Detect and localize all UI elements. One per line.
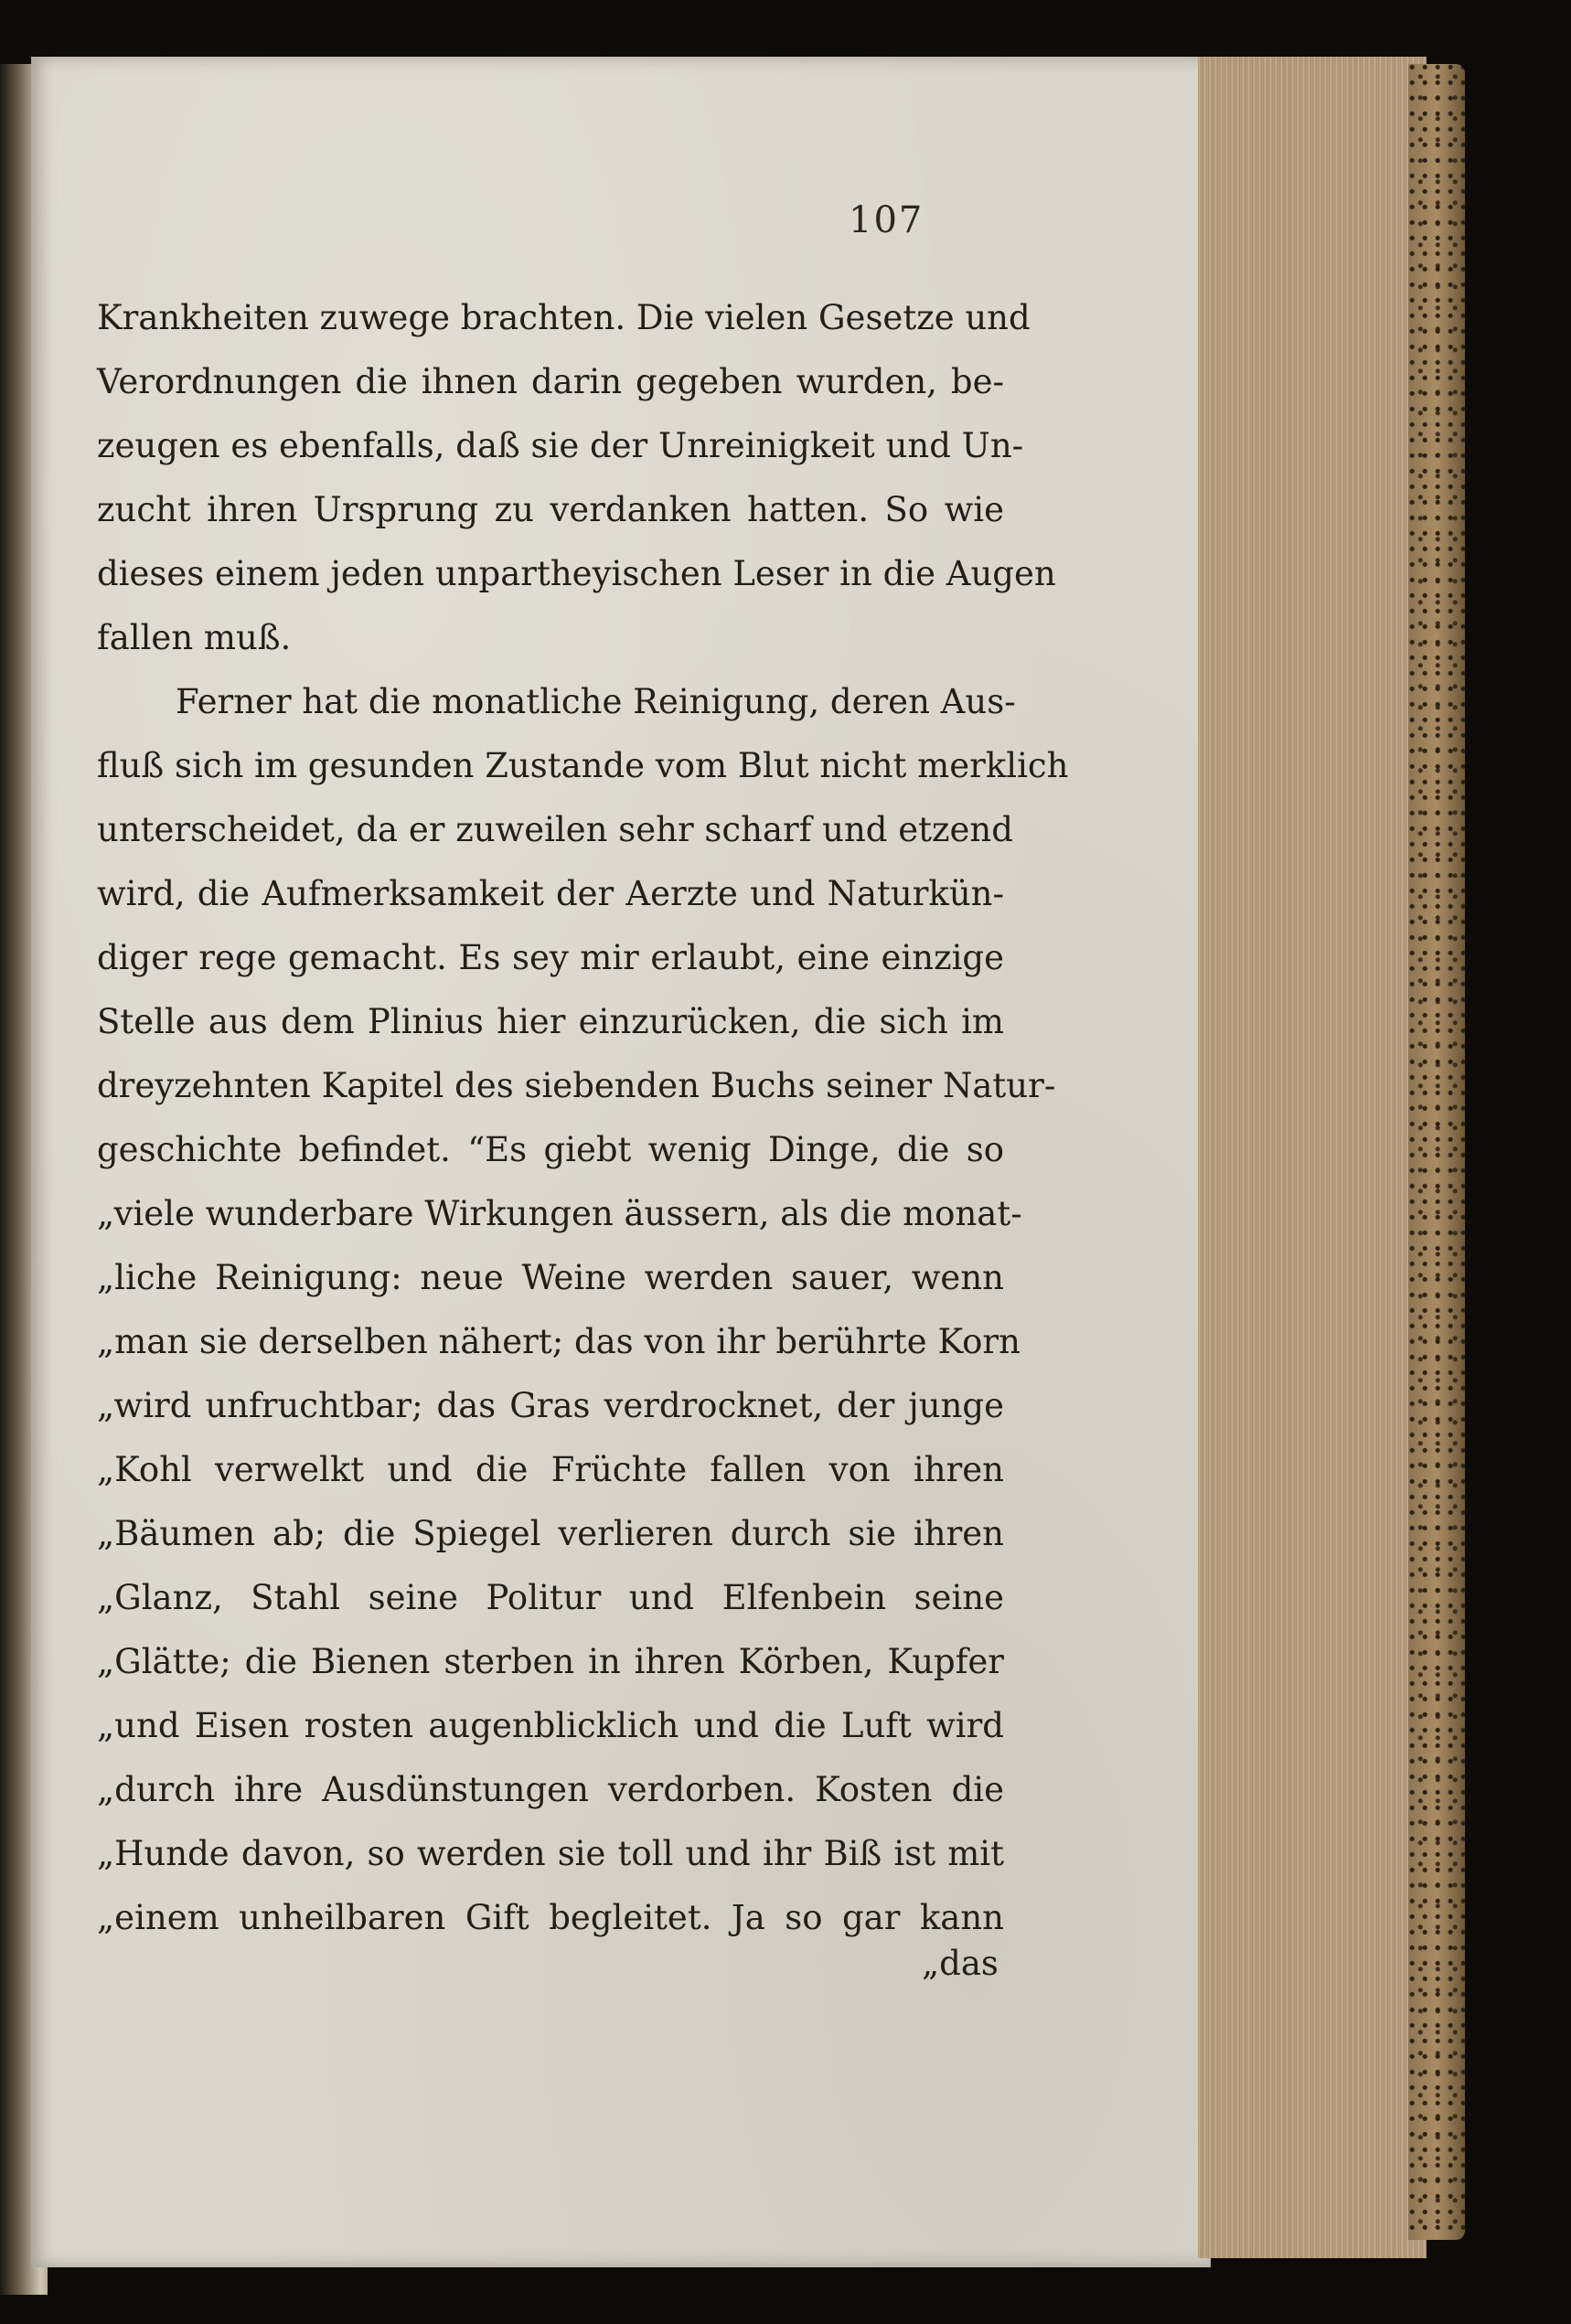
text-line: „Glanz, Stahl seine Politur und Elfenbein seine [97,1578,1004,1617]
text-line: „durch ihre Ausdünstungen verdorben. Kosten die [97,1770,1004,1809]
text-line: dieses einem jeden unpartheyischen Leser in die Augen [97,554,1056,593]
text-line: „Bäumen ab; die Spiegel verlieren durch sie ihren [97,1514,1004,1553]
text-line: „man sie derselben nähert; das von ihr berührte Korn [97,1322,1021,1361]
book-cover-edge [1408,64,1465,2240]
text-line: diger rege gemacht. Es sey mir erlaubt, eine einzige [97,938,1004,977]
text-line: „einem unheilbaren Gift begleitet. Ja so gar kann [97,1898,1004,1937]
text-line: „wird unfruchtbar; das Gras verdrocknet, der junge [97,1386,1004,1425]
text-line: fluß sich im gesunden Zustande vom Blut nicht merklich [97,746,1069,785]
text-line: geschichte befindet. “Es giebt wenig Dinge, die so [97,1130,1004,1169]
catchword: „das [922,1944,999,1983]
text-line: dreyzehnten Kapitel des siebenden Buchs seiner Natur- [97,1066,1056,1105]
text-line: fallen muß. [97,618,292,657]
text-line: „und Eisen rosten augenblicklich und die Luft wird [97,1706,1004,1745]
text-line: Verordnungen die ihnen darin gegeben wurden, be- [97,362,1004,401]
text-line: „Glätte; die Bienen sterben in ihren Körben, Kupfer [97,1642,1004,1681]
page-number: 107 [849,199,924,241]
text-line: Krankheiten zuwege brachten. Die vielen Gesetze und [97,298,1031,337]
text-line: unterscheidet, da er zuweilen sehr scharf und etzend [97,810,1013,849]
text-line: „Hunde davon, so werden sie toll und ihr Biß ist mit [97,1834,1004,1873]
text-line: zeugen es ebenfalls, daß sie der Unreinigkeit und Un- [97,426,1024,465]
text-line: Stelle aus dem Plinius hier einzurücken, die sich im [97,1002,1004,1041]
text-line: „viele wunderbare Wirkungen äussern, als die monat- [97,1194,1022,1233]
text-line: „liche Reinigung: neue Weine werden sauer, wenn [97,1258,1004,1297]
text-line: zucht ihren Ursprung zu verdanken hatten. So wie [97,490,1004,529]
page-edges [1198,57,1427,2258]
text-line: wird, die Aufmerksamkeit der Aerzte und Naturkün- [97,874,1004,913]
text-line: Ferner hat die monatliche Reinigung, deren Aus- [176,682,1016,721]
text-line: „Kohl verwelkt und die Früchte fallen von ihren [97,1450,1004,1489]
